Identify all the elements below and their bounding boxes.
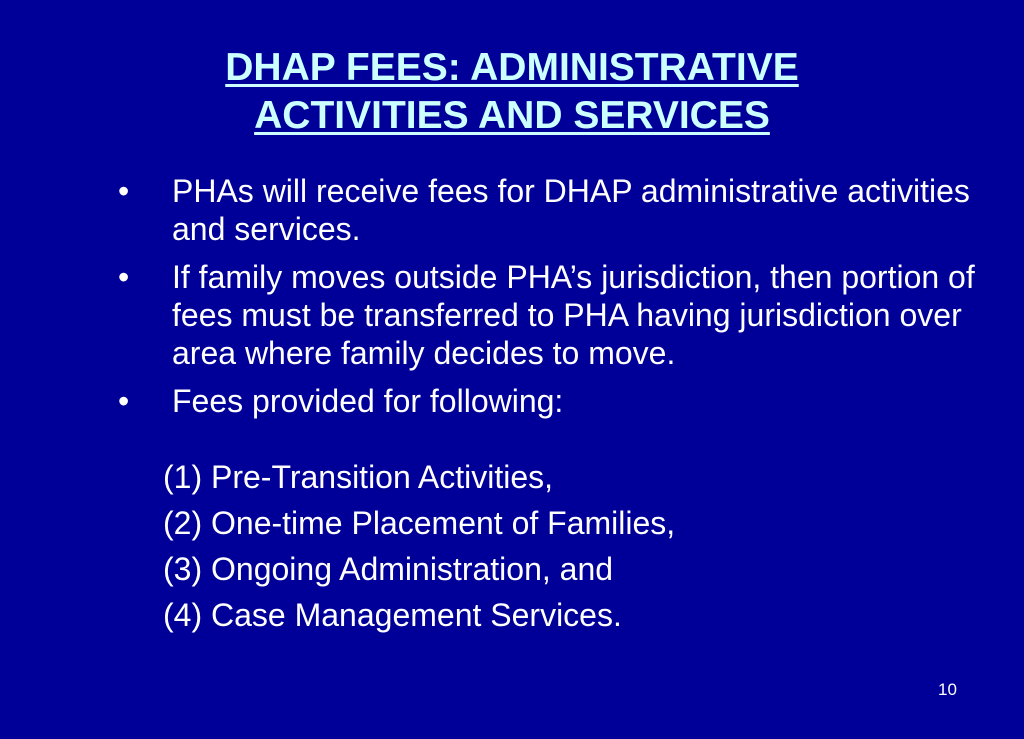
slide-title-line-2: ACTIVITIES AND SERVICES bbox=[254, 94, 770, 137]
bullet-list bbox=[112, 172, 982, 430]
page-number: 10 bbox=[938, 680, 957, 699]
bullet-item bbox=[112, 172, 982, 248]
bullet-item bbox=[112, 382, 982, 420]
sub-item-2: (2) One-time Placement of Families, bbox=[163, 505, 676, 541]
slide-title-line-1: DHAP FEES: ADMINISTRATIVE bbox=[225, 46, 799, 89]
bullet-marker: • bbox=[118, 383, 130, 419]
bullet-text: Fees provided for following: bbox=[172, 383, 564, 419]
sub-item-1: (1) Pre-Transition Activities, bbox=[163, 459, 554, 495]
bullet-marker: • bbox=[118, 173, 130, 209]
bullet-marker: • bbox=[118, 259, 130, 295]
bullet-item bbox=[112, 258, 982, 372]
bullet-text: If family moves outside PHA’s jurisdiction, then portion of fees must be transferred to PHA having jurisdiction over area where family decides to move. bbox=[172, 259, 975, 371]
sub-item-3: (3) Ongoing Administration, and bbox=[163, 551, 614, 587]
slide-title bbox=[0, 44, 1024, 140]
bullet-text: PHAs will receive fees for DHAP administrative activities and services. bbox=[172, 173, 970, 247]
sub-item-4: (4) Case Management Services. bbox=[163, 597, 622, 633]
